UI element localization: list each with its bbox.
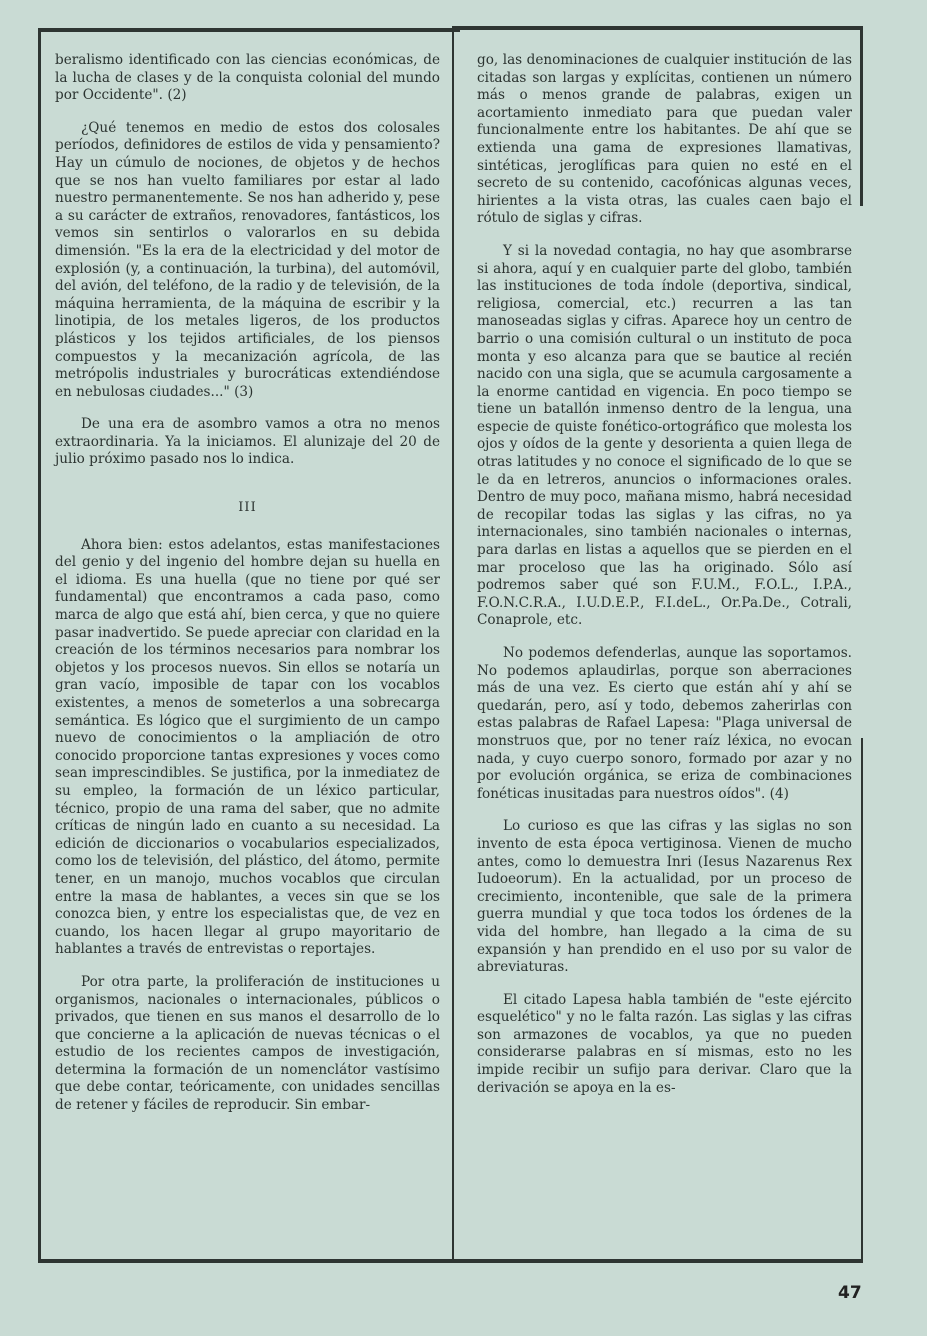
top-rule-left [38,28,460,32]
left-border [38,28,41,1263]
left-paragraph-5: Por otra parte, la proliferación de instituciones u organismos, nacionales o internacionales, públicos o privados, que tienen en sus manos el desarrollo de lo que concierne a la aplicación de nuevas técnicas o el estudio de los recientes campos de investigación, determina la formación de un nomenclátor vastísimo que debe contar, teóricamente, con unidades sencillas de retener y fáciles de reproducir. Sin embar- [55,973,440,1114]
section-numeral: III [238,500,257,516]
right-border [860,26,863,206]
left-paragraph-1: beralismo identificado con las ciencias económicas, de la lucha de clases y de la conquista colonial del mundo por Occidente". (2) [55,52,440,104]
right-paragraph-1: go, las denominaciones de cualquier institución de las citadas son largas y explícitas, contienen un número más o menos grande de palabras, exigen un acortamiento inmediato para que puedan valer funcionalmente entre los habitantes. De ahí que se extienda una gama de expresiones llamativas, sintéticas, jeroglíficas para quien no esté en el secreto de su contenido, cacofónicas algunas veces, hirientes a la vista otras, las cuales caen bajo el rótulo de siglas y cifras. [477,52,852,227]
left-column [55,52,440,1130]
right-paragraph-4: Lo curioso es que las cifras y las siglas no son invento de esta época vertiginosa. Vienen de mucho antes, como lo demuestra Inri (Iesus Nazarenus Rex Iudoeorum). En la actualidad, por un proceso de crecimiento, incontenible, que sale de la primera guerra mundial y que toca todos los órdenes de la vida del hombre, han llegado a la cima de su expansión y han prendido en el uso por su valor de abreviaturas. [477,818,852,976]
right-column [477,52,852,1112]
bottom-rule-right [452,1259,863,1263]
bottom-rule-left [38,1259,454,1263]
left-paragraph-3: De una era de asombro vamos a otra no menos extraordinaria. Ya la iniciamos. El alunizaje del 20 de julio próximo pasado nos lo indica. [55,416,440,468]
page-number: 47 [838,1283,862,1303]
right-paragraph-3: No podemos defenderlas, aunque las soportamos. No podemos aplaudirlas, porque son aberraciones más de una vez. Es cierto que están ahí y ahí se quedarán, pero, así y todo, debemos zaherirlas con estas palabras de Rafael Lapesa: "Plaga universal de monstruos que, por no tener raíz léxica, no evocan nada, y cuyo cuerpo sonoro, formado por azar y no por evolución orgánica, se eriza de combinaciones fonéticas inusitadas para nuestros oídos". (4) [477,645,852,802]
right-border-lower [861,738,863,1263]
right-paragraph-2: Y si la novedad contagia, no hay que asombrarse si ahora, aquí y en cualquier parte del globo, también las instituciones de toda índole (deportiva, sindical, religiosa, comercial, etc.) recurren a las tan manoseadas siglas y cifras. Aparece hoy un centro de barrio o una comisión cultural o un instituto de poca monta y eso alcanza para que se bautice al recién nacido con una sigla, que se acumula cargosamente a la enorme cantidad en vigencia. En poco tiempo se tiene un batallón inmenso dentro de la lengua, una especie de quiste fonético-ortográfico que molesta los ojos y oídos de la gente y desorienta a quien llega de otras latitudes y no conoce el significado de lo que se le da en letreros, anuncios o informaciones orales. Dentro de muy poco, mañana mismo, habrá necesidad de recopilar todas las siglas y las cifras, no ya internacionales, sino también nacionales o internas, para darlas en listas a aquellos que se pierden en el mar proceloso que las ha originado. Sólo así podremos saber qué son F.U.M., F.O.L., I.P.A., F.O.N.C.R.A., I.U.D.E.P., F.I.deL., Or.Pa.De., Cotrali, Conaprole, etc. [477,242,852,629]
left-paragraph-2: ¿Qué tenemos en medio de estos dos colosales períodos, definidores de estilos de vida y pensamiento? Hay un cúmulo de nociones, de objetos y de hechos que se nos han vuelto familiares por estar al lado nuestro permanentemente. Se nos han adherido y, pese a su carácter de extraños, renovadores, fantásticos, los vemos sin sentirlos o valorarlos en su debida dimensión. "Es la era de la electricidad y del motor de explosión (y, a continuación, la turbina), del automóvil, del avión, del teléfono, de la radio y de televisión, de la máquina herramienta, de la máquina de escribir y la linotipia, de los metales ligeros, de los productos plásticos y los tejidos artificiales, de los piensos compuestos y la mecanización agrícola, de las metrópolis industriales y burocráticas extendiéndose en nebulosas ciudades..." (3) [55,119,440,400]
column-divider [452,28,454,1263]
left-paragraph-4: Ahora bien: estos adelantos, estas manifestaciones del genio y del ingenio del hombre dejan su huella en el idioma. Es una huella (que no tiene por qué ser fundamental) que encontramos a cada paso, como marca de algo que está ahí, bien cerca, y que no quiere pasar inadvertido. Se puede apreciar con claridad en la creación de los términos necesarios para nombrar los objetos y los procesos nuevos. Sin ellos se notaría un gran vacío, imposible de tapar con los vocablos existentes, a menos de someterlos a una sobrecarga semántica. Es lógico que el surgimiento de un campo nuevo de conocimientos o la ampliación de otro conocido proporcione tantas expresiones y voces como sean imprescindibles. Se justifica, por la inmediatez de su empleo, la formación de un léxico particular, técnico, propio de una rama del saber, que no admite críticas de ningún lado en cuanto a su necesidad. La edición de diccionarios o vocabularios especializados, como los de televisión, del plástico, del átomo, permite tener, en un manojo, muchos vocablos que circulan entre la masa de hablantes, a veces sin que se los conozca bien, y entre los especialistas que, de vez en cuando, los hacen llegar al grupo mayoritario de hablantes a través de entrevistas o reportajes. [55,536,440,958]
top-rule-right [452,26,862,30]
right-paragraph-5: El citado Lapesa habla también de "este ejército esquelético" y no le falta razón. Las siglas y las cifras son armazones de vocablos, ya que no pueden considerarse palabras en sí mismas, esto no les impide recibir un sufijo para derivar. Claro que la derivación se apoya en la es- [477,991,852,1096]
